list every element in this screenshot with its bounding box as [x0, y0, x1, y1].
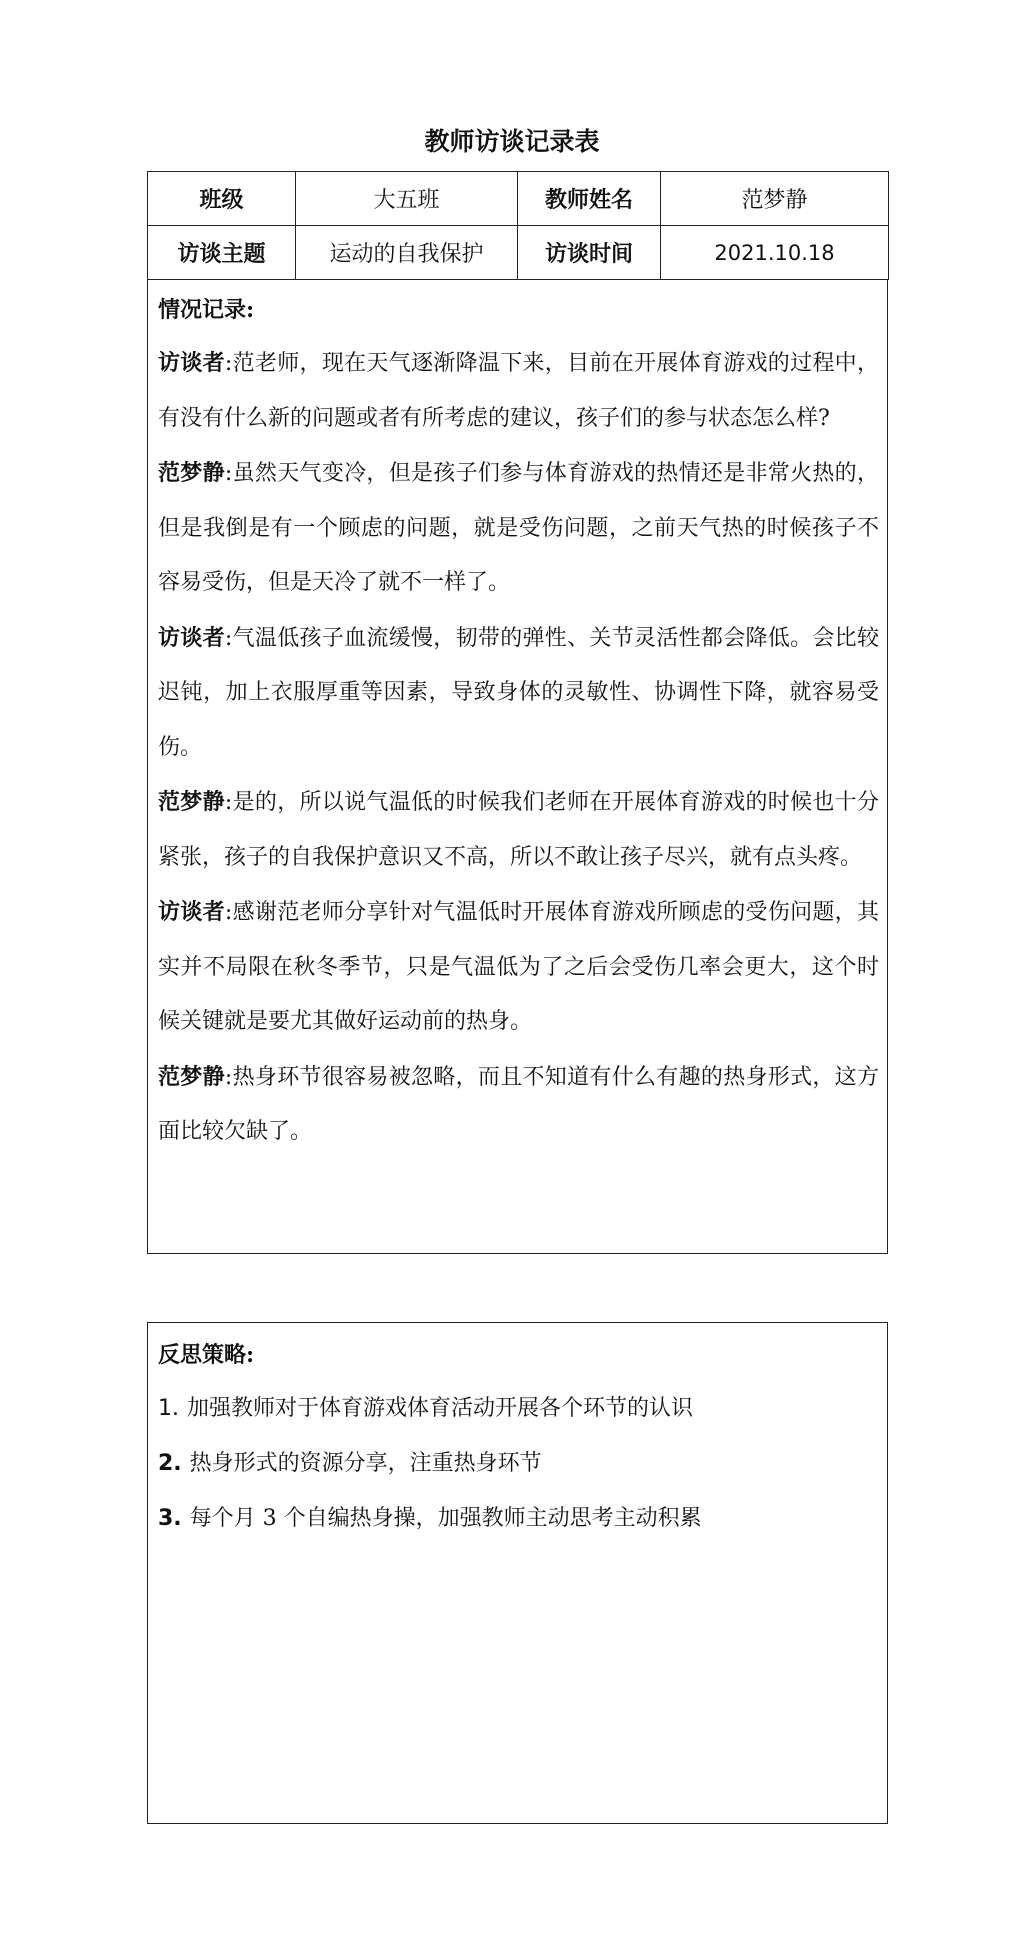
record-entry	[158, 611, 879, 776]
record-entry	[158, 885, 879, 1050]
teacher-label: 教师姓名	[518, 172, 661, 226]
reflection-item	[158, 1436, 879, 1491]
entry-speaker: 范梦静	[158, 460, 225, 486]
teacher-value: 范梦静	[661, 172, 889, 226]
record-heading: 情况记录:	[158, 297, 255, 323]
time-label: 访谈时间	[518, 226, 661, 280]
info-row-1	[148, 172, 889, 226]
entry-text: 虽然天气变冷，但是孩子们参与体育游戏的热情还是非常火热的，但是我倒是有一个顾虑的问题，就是受伤问题，之前天气热的时候孩子不容易受伤，但是天冷了就不一样了。	[158, 461, 879, 595]
record-entry	[158, 336, 879, 446]
topic-value: 运动的自我保护	[296, 226, 518, 280]
item-number: 3.	[158, 1506, 182, 1531]
entry-text: 范老师，现在天气逐渐降温下来，目前在开展体育游戏的过程中，有没有什么新的问题或者有所考虑的建议，孩子们的参与状态怎么样?	[158, 351, 879, 431]
entry-speaker: 访谈者	[158, 624, 225, 651]
item-number: 1.	[158, 1396, 179, 1421]
entry-separator: :	[224, 790, 233, 815]
record-entry	[158, 446, 879, 611]
entry-speaker: 范梦静	[158, 789, 225, 815]
entry-separator: :	[224, 351, 233, 376]
time-value: 2021.10.18	[661, 226, 889, 280]
topic-label: 访谈主题	[148, 226, 296, 280]
entry-text: 气温低孩子血流缓慢，韧带的弹性、关节灵活性都会降低。会比较迟钝，加上衣服厚重等因素，导致身体的灵敏性、协调性下降，就容易受伤。	[158, 625, 879, 760]
entry-separator: :	[224, 461, 233, 486]
reflection-item	[158, 1381, 879, 1436]
record-section	[147, 280, 888, 1254]
reflection-heading: 反思策略:	[158, 1342, 255, 1368]
reflection-item	[158, 1491, 879, 1546]
entry-speaker: 范梦静	[158, 1063, 225, 1090]
record-entry	[158, 1050, 879, 1160]
class-value: 大五班	[296, 172, 518, 226]
record-entry	[158, 775, 879, 885]
info-table	[147, 171, 889, 280]
item-text: 热身形式的资源分享，注重热身环节	[189, 1451, 542, 1476]
page-title: 教师访谈记录表	[424, 127, 600, 156]
entry-text: 是的，所以说气温低的时候我们老师在开展体育游戏的时候也十分紧张，孩子的自我保护意识又不高，所以不敢让孩子尽兴，就有点头疼。	[158, 790, 879, 870]
entry-text: 感谢范老师分享针对气温低时开展体育游戏所顾虑的受伤问题，其实并不局限在秋冬季节，只是气温低为了之后会受伤几率会更大，这个时候关键就是要尤其做好运动前的热身。	[158, 900, 879, 1034]
item-text: 每个月 3 个自编热身操，加强教师主动思考主动积累	[189, 1506, 702, 1531]
entry-separator: :	[224, 625, 233, 651]
entry-speaker: 访谈者	[158, 899, 225, 925]
entry-separator: :	[224, 1064, 233, 1090]
entry-speaker: 访谈者	[158, 350, 225, 376]
entry-text: 热身环节很容易被忽略，而且不知道有什么有趣的热身形式，这方面比较欠缺了。	[158, 1064, 879, 1144]
info-row-2	[148, 226, 889, 280]
class-label: 班级	[148, 172, 296, 226]
item-text: 加强教师对于体育游戏体育活动开展各个环节的认识	[187, 1396, 694, 1421]
item-number: 2.	[158, 1451, 182, 1476]
reflection-section	[147, 1322, 888, 1824]
entry-separator: :	[224, 900, 233, 925]
